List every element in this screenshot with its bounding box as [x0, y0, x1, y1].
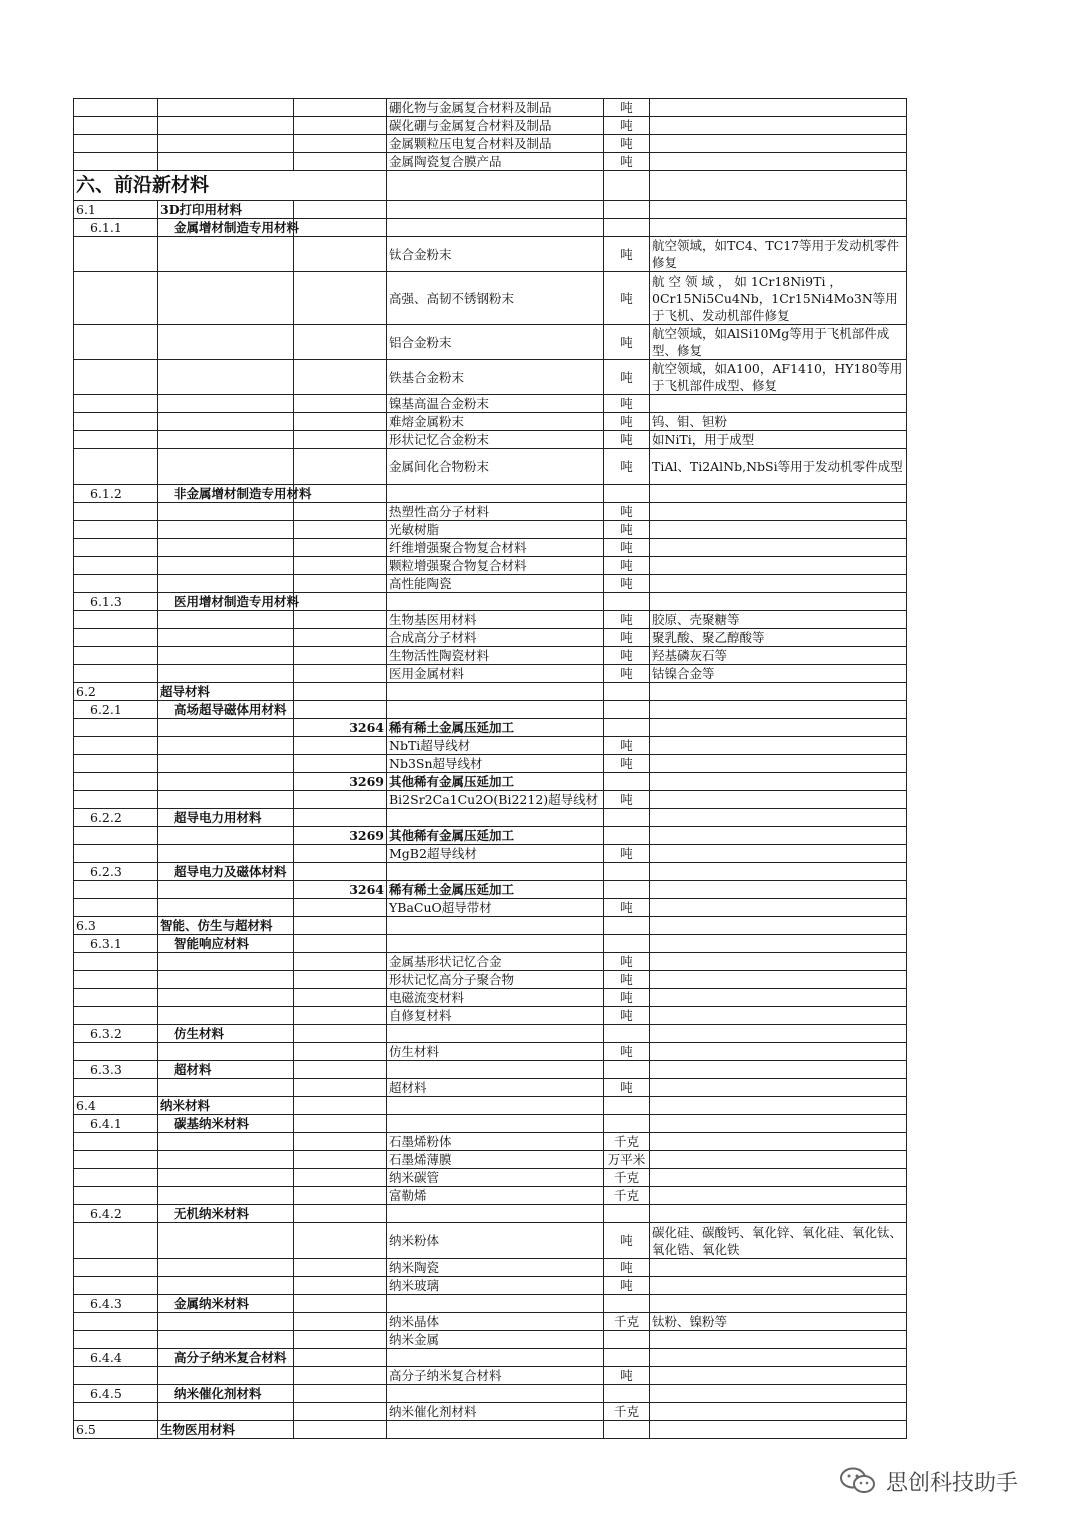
product-note: 羟基磷灰石等: [650, 647, 907, 665]
subcategory-name: 非金属增材制造专用材料: [158, 485, 294, 503]
product-row: [74, 539, 907, 557]
product-note: 航 空 领 域 ， 如 1Cr18Ni9Ti ，0Cr15Ni5Cu4Nb，1Cr15Ni4Mo3N等用于飞机、发动机部件修复: [650, 272, 907, 325]
product-name: 纳米碳管: [387, 1169, 604, 1187]
product-unit: 吨: [604, 1367, 650, 1385]
category-code: 6.4: [74, 1097, 158, 1115]
product-row: [74, 737, 907, 755]
product-name: 钛合金粉末: [387, 237, 604, 272]
product-unit: 吨: [604, 647, 650, 665]
product-unit: 吨: [604, 449, 650, 485]
product-note: 碳化硅、碳酸钙、氧化锌、氧化硅、氧化钛、氧化锆、氧化铁: [650, 1223, 907, 1259]
product-unit: 吨: [604, 325, 650, 360]
industry-row: [74, 881, 907, 899]
category-code: 6.3: [74, 917, 158, 935]
product-row: [74, 1331, 907, 1349]
product-note: 航空领域，如A100，AF1410，HY180等用于飞机部件成型、修复: [650, 360, 907, 395]
product-row: [74, 1079, 907, 1097]
industry-name: 稀有稀土金属压延加工: [387, 719, 604, 737]
product-row: [74, 117, 907, 135]
product-unit: 吨: [604, 431, 650, 449]
industry-code: 3264: [294, 719, 387, 737]
product-row: [74, 665, 907, 683]
product-name: 金属颗粒压电复合材料及制品: [387, 135, 604, 153]
subcategory-name: 智能响应材料: [158, 935, 294, 953]
product-name: YBaCuO超导带材: [387, 899, 604, 917]
product-row: [74, 1367, 907, 1385]
product-row: [74, 575, 907, 593]
product-unit: 吨: [604, 845, 650, 863]
watermark-text: 思创科技助手: [886, 1470, 1019, 1496]
industry-code: 3269: [294, 773, 387, 791]
product-name: 生物基医用材料: [387, 611, 604, 629]
product-unit: 吨: [604, 539, 650, 557]
category-name: 智能、仿生与超材料: [158, 917, 294, 935]
product-unit: 吨: [604, 1277, 650, 1295]
category-code: 6.1: [74, 201, 158, 219]
subcategory-name: 金属纳米材料: [158, 1295, 294, 1313]
product-row: [74, 360, 907, 395]
product-row: [74, 325, 907, 360]
product-name: 难熔金属粉末: [387, 413, 604, 431]
subcategory-name: 碳基纳米材料: [158, 1115, 294, 1133]
product-name: 形状记忆高分子聚合物: [387, 971, 604, 989]
product-row: [74, 557, 907, 575]
product-row: [74, 989, 907, 1007]
subcategory-code: 6.2.2: [74, 809, 158, 827]
product-unit: 吨: [604, 1223, 650, 1259]
product-row: [74, 99, 907, 117]
product-unit: 吨: [604, 971, 650, 989]
product-name: 纳米晶体: [387, 1313, 604, 1331]
product-note: 钨、钼、钽粉: [650, 413, 907, 431]
subcategory-code: 6.4.3: [74, 1295, 158, 1313]
subcategory-code: 6.1.3: [74, 593, 158, 611]
product-name: 自修复材料: [387, 1007, 604, 1025]
product-name: 颗粒增强聚合物复合材料: [387, 557, 604, 575]
product-unit: 吨: [604, 611, 650, 629]
category-row: [74, 201, 907, 219]
product-name: 铁基合金粉末: [387, 360, 604, 395]
product-note: 钴镍合金等: [650, 665, 907, 683]
industry-row: [74, 719, 907, 737]
subcategory-row: [74, 219, 907, 237]
product-name: 纳米催化剂材料: [387, 1403, 604, 1421]
product-name: 医用金属材料: [387, 665, 604, 683]
subcategory-name: 超材料: [158, 1061, 294, 1079]
product-row: [74, 971, 907, 989]
category-name: 3D打印用材料: [158, 201, 294, 219]
industry-code: 3269: [294, 827, 387, 845]
subcategory-code: 6.4.1: [74, 1115, 158, 1133]
subcategory-name: 医用增材制造专用材料: [158, 593, 294, 611]
product-row: [74, 237, 907, 272]
category-row: [74, 1421, 907, 1439]
section-heading: 六、前沿新材料: [74, 171, 387, 201]
product-unit: 吨: [604, 989, 650, 1007]
subcategory-row: [74, 1385, 907, 1403]
product-unit: 吨: [604, 99, 650, 117]
product-unit: 万平米: [604, 1151, 650, 1169]
product-row: [74, 153, 907, 171]
subcategory-row: [74, 809, 907, 827]
product-unit: 吨: [604, 1043, 650, 1061]
subcategory-code: 6.3.3: [74, 1061, 158, 1079]
product-unit: 吨: [604, 575, 650, 593]
product-row: [74, 413, 907, 431]
product-unit: 吨: [604, 665, 650, 683]
subcategory-name: 高分子纳米复合材料: [158, 1349, 294, 1367]
product-unit: 千克: [604, 1187, 650, 1205]
product-unit: 吨: [604, 1079, 650, 1097]
subcategory-name: 纳米催化剂材料: [158, 1385, 294, 1403]
subcategory-code: 6.2.3: [74, 863, 158, 881]
product-name: 金属间化合物粉末: [387, 449, 604, 485]
product-note: 聚乳酸、聚乙醇酸等: [650, 629, 907, 647]
product-note: 胶原、壳聚糖等: [650, 611, 907, 629]
category-row: [74, 1097, 907, 1115]
industry-name: 其他稀有金属压延加工: [387, 773, 604, 791]
product-unit: 吨: [604, 557, 650, 575]
industry-name: 其他稀有金属压延加工: [387, 827, 604, 845]
product-name: 碳化硼与金属复合材料及制品: [387, 117, 604, 135]
product-row: [74, 791, 907, 809]
product-name: 生物活性陶瓷材料: [387, 647, 604, 665]
subcategory-row: [74, 1349, 907, 1367]
product-row: [74, 953, 907, 971]
product-row: [74, 1151, 907, 1169]
product-name: 光敏树脂: [387, 521, 604, 539]
subcategory-code: 6.4.4: [74, 1349, 158, 1367]
subcategory-row: [74, 1025, 907, 1043]
category-code: 6.5: [74, 1421, 158, 1439]
product-unit: 千克: [604, 1403, 650, 1421]
product-name: Nb3Sn超导线材: [387, 755, 604, 773]
product-name: 铝合金粉末: [387, 325, 604, 360]
product-unit: 吨: [604, 953, 650, 971]
subcategory-code: 6.1.2: [74, 485, 158, 503]
subcategory-row: [74, 485, 907, 503]
product-row: [74, 1043, 907, 1061]
product-name: 合成高分子材料: [387, 629, 604, 647]
product-unit: [604, 1331, 650, 1349]
category-name: 生物医用材料: [158, 1421, 294, 1439]
product-row: [74, 1277, 907, 1295]
product-unit: 吨: [604, 521, 650, 539]
product-row: [74, 1133, 907, 1151]
category-row: [74, 683, 907, 701]
product-unit: 吨: [604, 791, 650, 809]
product-row: [74, 611, 907, 629]
product-unit: 吨: [604, 360, 650, 395]
product-row: [74, 1313, 907, 1331]
product-name: Bi2Sr2Ca1Cu2O(Bi2212)超导线材: [387, 791, 604, 809]
industry-code: 3264: [294, 881, 387, 899]
product-row: [74, 647, 907, 665]
product-row: [74, 845, 907, 863]
product-row: [74, 503, 907, 521]
subcategory-row: [74, 701, 907, 719]
product-note: TiAl、Ti2AlNb,NbSi等用于发动机零件成型: [650, 449, 907, 485]
subcategory-row: [74, 1115, 907, 1133]
product-unit: 吨: [604, 755, 650, 773]
product-note: 航空领域，如TC4、TC17等用于发动机零件修复: [650, 237, 907, 272]
subcategory-code: 6.3.1: [74, 935, 158, 953]
product-unit: 吨: [604, 272, 650, 325]
product-row: [74, 135, 907, 153]
product-name: 镍基高温合金粉末: [387, 395, 604, 413]
product-name: 纳米粉体: [387, 1223, 604, 1259]
product-unit: 吨: [604, 413, 650, 431]
product-unit: 吨: [604, 395, 650, 413]
product-row: [74, 1403, 907, 1421]
product-unit: 吨: [604, 629, 650, 647]
product-row: [74, 431, 907, 449]
category-row: [74, 917, 907, 935]
subcategory-name: 超导电力用材料: [158, 809, 294, 827]
product-name: 石墨烯薄膜: [387, 1151, 604, 1169]
product-name: 超材料: [387, 1079, 604, 1097]
product-unit: 吨: [604, 899, 650, 917]
product-unit: 吨: [604, 1259, 650, 1277]
subcategory-name: 超导电力及磁体材料: [158, 863, 294, 881]
product-name: 富勒烯: [387, 1187, 604, 1205]
wechat-icon: [838, 1466, 878, 1496]
product-row: [74, 1223, 907, 1259]
product-unit: 千克: [604, 1133, 650, 1151]
product-unit: 千克: [604, 1169, 650, 1187]
subcategory-name: 无机纳米材料: [158, 1205, 294, 1223]
category-name: 纳米材料: [158, 1097, 294, 1115]
product-name: NbTi超导线材: [387, 737, 604, 755]
product-row: [74, 1007, 907, 1025]
subcategory-row: [74, 1295, 907, 1313]
product-row: [74, 521, 907, 539]
product-unit: 吨: [604, 135, 650, 153]
product-note: 如NiTi，用于成型: [650, 431, 907, 449]
industry-row: [74, 827, 907, 845]
product-unit: 吨: [604, 153, 650, 171]
product-note: 航空领域，如AlSi10Mg等用于飞机部件成型、修复: [650, 325, 907, 360]
product-note: 钛粉、镍粉等: [650, 1313, 907, 1331]
product-name: 高性能陶瓷: [387, 575, 604, 593]
subcategory-row: [74, 1061, 907, 1079]
product-row: [74, 1259, 907, 1277]
product-row: [74, 272, 907, 325]
subcategory-name: 金属增材制造专用材料: [158, 219, 294, 237]
product-name: 硼化物与金属复合材料及制品: [387, 99, 604, 117]
product-name: 纳米金属: [387, 1331, 604, 1349]
product-row: [74, 395, 907, 413]
product-unit: 吨: [604, 737, 650, 755]
subcategory-code: 6.1.1: [74, 219, 158, 237]
product-unit: 千克: [604, 1313, 650, 1331]
product-row: [74, 1169, 907, 1187]
product-row: [74, 629, 907, 647]
product-name: 热塑性高分子材料: [387, 503, 604, 521]
category-name: 超导材料: [158, 683, 294, 701]
product-name: MgB2超导线材: [387, 845, 604, 863]
section-heading-row: [74, 171, 907, 201]
product-name: 纳米玻璃: [387, 1277, 604, 1295]
subcategory-row: [74, 863, 907, 881]
subcategory-code: 6.2.1: [74, 701, 158, 719]
product-name: 纤维增强聚合物复合材料: [387, 539, 604, 557]
subcategory-code: 6.3.2: [74, 1025, 158, 1043]
product-unit: 吨: [604, 503, 650, 521]
product-name: 石墨烯粉体: [387, 1133, 604, 1151]
product-unit: 吨: [604, 237, 650, 272]
product-name: 高强、高韧不锈钢粉末: [387, 272, 604, 325]
product-row: [74, 899, 907, 917]
subcategory-row: [74, 1205, 907, 1223]
subcategory-name: 高场超导磁体用材料: [158, 701, 294, 719]
product-name: 金属陶瓷复合膜产品: [387, 153, 604, 171]
product-name: 高分子纳米复合材料: [387, 1367, 604, 1385]
industry-row: [74, 773, 907, 791]
product-row: [74, 1187, 907, 1205]
product-name: 仿生材料: [387, 1043, 604, 1061]
subcategory-row: [74, 935, 907, 953]
category-code: 6.2: [74, 683, 158, 701]
product-unit: 吨: [604, 1007, 650, 1025]
product-name: 电磁流变材料: [387, 989, 604, 1007]
product-name: 形状记忆合金粉末: [387, 431, 604, 449]
subcategory-name: 仿生材料: [158, 1025, 294, 1043]
product-row: [74, 755, 907, 773]
subcategory-code: 6.4.5: [74, 1385, 158, 1403]
materials-table: [73, 98, 907, 1439]
watermark: [838, 1461, 1018, 1501]
subcategory-row: [74, 593, 907, 611]
product-row: [74, 449, 907, 485]
product-name: 金属基形状记忆合金: [387, 953, 604, 971]
product-name: 纳米陶瓷: [387, 1259, 604, 1277]
product-unit: 吨: [604, 117, 650, 135]
industry-name: 稀有稀土金属压延加工: [387, 881, 604, 899]
subcategory-code: 6.4.2: [74, 1205, 158, 1223]
